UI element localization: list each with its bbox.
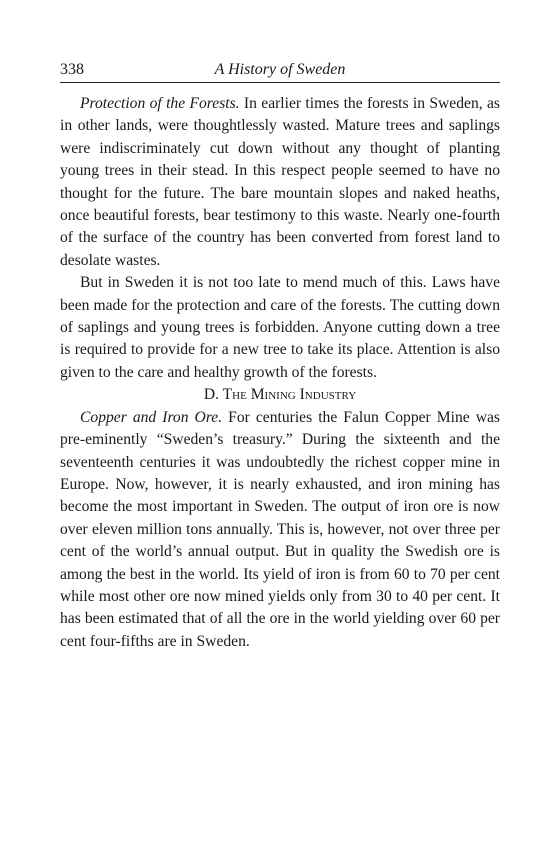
section-heading: D. The Mining Industry <box>203 386 357 404</box>
running-title: A History of Sweden <box>214 61 346 78</box>
paragraph-lead: Copper and Iron Ore. <box>80 408 223 426</box>
page-header <box>60 60 500 83</box>
page-number: 338 <box>60 61 84 78</box>
paragraph-text: For centuries the Falun Copper Mine was pre-eminently “Sweden’s treasury.” During the sixteenth and the seventeenth centuries it was undoubtedly the richest copper mine in Europe. Now, however, it is nearly exhausted, and iron mining has become the most important in Sweden. The output of iron ore is now over eleven million tons annually. This is, however, not over three per cent of the world’s annual output. But in quality the Swedish ore is among the best in the world. Its yield of iron is from 60 to 70 per cent while most other ore now mined yields only from 30 to 40 per cent. It has been estimated that of all the ore in the world yielding over 60 per cent four-fifths are in Sweden. <box>60 408 500 650</box>
paragraph-text: In earlier times the forests in Sweden, as in other lands, were thoughtlessly wasted. Mature trees and saplings were indiscriminately cut down without any thought of planting young trees in their stead. In this respect people seemed to have no thought for the future. The bare mountain slopes and naked heaths, once beautiful forests, bear testimony to this waste. Nearly one-fourth of the surface of the country has been converted from forest land to desolate wastes. <box>60 95 500 269</box>
paragraph-lead: Protection of the Forests. <box>80 95 240 112</box>
paragraph-forest-protection <box>60 93 500 272</box>
paragraph-forest-laws <box>60 272 500 384</box>
paragraph-copper-iron <box>60 407 500 653</box>
paragraph-text: But in Sweden it is not too late to mend much of this. Laws have been made for the protection and care of the forests. The cutting down of saplings and young trees is forbidden. Anyone cutting down a tree is required to provide for a new tree to take its place. Attention is also given to the care and healthy growth of the forests. <box>60 274 500 381</box>
book-page <box>60 60 500 653</box>
